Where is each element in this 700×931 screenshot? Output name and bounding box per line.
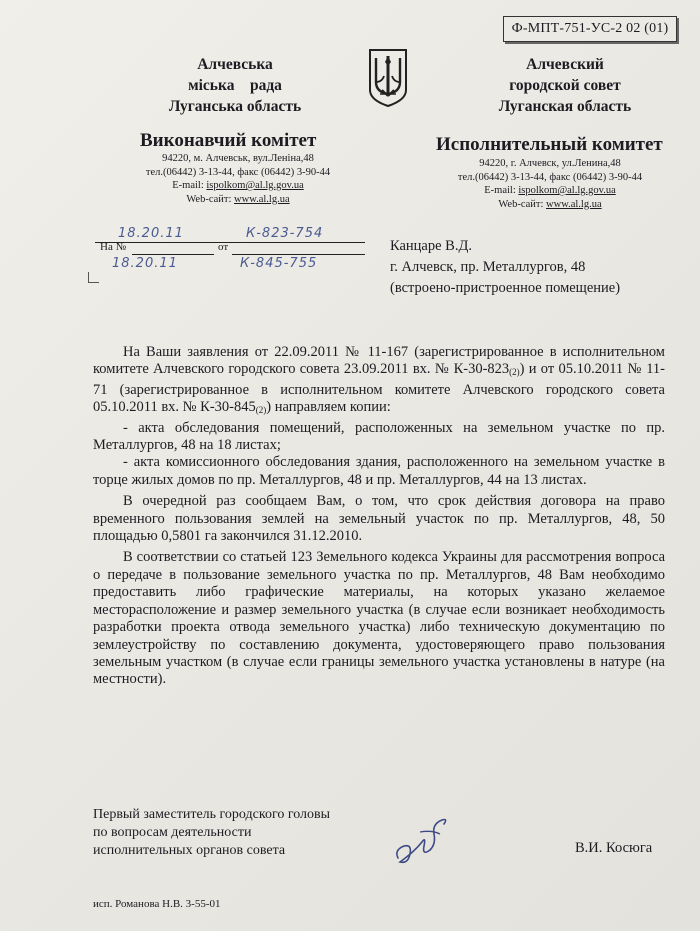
addressee-block [390, 236, 620, 299]
ua-contact-block [138, 152, 338, 206]
signatory-name: В.И. Косюга [575, 840, 653, 856]
ru-contact-block [450, 157, 650, 211]
ru-address: 94220, г. Алчевск, ул.Ленина,48 [479, 158, 621, 169]
ua-site-link[interactable]: www.al.lg.ua [234, 193, 290, 205]
ua-site-line: Web-сайт: www.al.lg.ua [186, 193, 290, 205]
body-paragraph-2: В очередной раз сообщаем Вам, о том, что срок действия договора на право временного пользования землей на земельный участок по пр. Металлургов, 48, 50 площадью 0,5801 га закончился 31.12.2010. [93, 493, 665, 545]
addressee-address: г. Алчевск, пр. Металлургов, 48 [390, 259, 586, 275]
from-label: от [218, 241, 229, 253]
trident-emblem-icon [366, 46, 410, 110]
handwritten-signature-icon [390, 812, 470, 872]
on-number-underline [132, 254, 214, 255]
ru-site-line: Web-сайт: www.al.lg.ua [498, 198, 602, 210]
body-paragraph-1: На Ваши заявления от 22.09.2011 № 11-167 (зарегистрированное в исполнительном комитете Алчевского городского совета 23.09.2011 вх. № $К-30-823_{(2)}$) и от 05.10.2011 № 11-71 (зарегистрированное в исполнительном комитете Алчевского городского совета 05.10.2011 вх. № $К-30-845_{(2)}$) направляем копии: [93, 344, 665, 416]
ua-council-line: міська рада [188, 77, 282, 94]
addressee-name: Канцаре В.Д. [390, 238, 472, 254]
ru-email-line: E-mail: ispolkom@al.lg.gov.ua [484, 185, 616, 196]
on-number-label: На № [100, 241, 127, 253]
body-paragraph-3: В соответствии со статьей 123 Земельного кодекса Украины для рассмотрения вопроса о передаче в пользование земельного участка по пр. Металлургов, 48 Вам необходимо предоставить либо графические материалы, на которых указано желаемое месторасположение и размер земельного участка (в случае если возникает необходимость разработки проекта отвода земельного участка) либо техническую документацию по землеустройству по составлению документа, удостоверяющего право пользования земельным участком (в случае если границы земельного участка установлены в натуре (на местности). [93, 549, 665, 688]
corner-mark [88, 272, 99, 283]
signatory-title: Первый заместитель городского головы по вопросам деятельности исполнительных органов совета [93, 807, 331, 858]
handwritten-in-number: К-845-755 [240, 256, 318, 271]
ua-phone: тел.(06442) 3-13-44, факс (06442) 3-90-44 [145, 166, 331, 178]
ru-council-header [470, 54, 660, 117]
ua-city: Алчевська [197, 56, 273, 73]
handwritten-in-date: 18.20.11 [112, 256, 178, 271]
out-ref-underline [95, 242, 365, 243]
ua-email-line: E-mail: ispolkom@al.lg.gov.ua [172, 180, 304, 191]
handwritten-out-date: 18.20.11 [118, 226, 184, 241]
ua-address: 94220, м. Алчевськ, вул.Леніна,48 [162, 153, 314, 164]
ru-email-link[interactable]: ispolkom@al.lg.gov.ua [518, 185, 616, 196]
executor-note: исп. Романова Н.В. 3-55-01 [93, 898, 221, 910]
handwritten-out-number: К-823-754 [246, 226, 324, 241]
ru-city: Алчевский [526, 56, 604, 73]
ru-council-line: городской совет [509, 77, 621, 94]
body-list-item-2: - акта комиссионного обследования здания, расположенного на земельном участке в торце жилых домов по пр. Металлургов, 48 и пр. Металлургов, 44 на 13 листах. [93, 454, 665, 488]
ru-phone: тел.(06442) 3-13-44, факс (06442) 3-90-44 [457, 171, 643, 183]
ru-site-link[interactable]: www.al.lg.ua [546, 198, 602, 210]
from-underline [232, 254, 365, 255]
form-code-box: Ф-МПТ-751-УС-2 02 (01) [503, 16, 677, 42]
ua-email-link[interactable]: ispolkom@al.lg.gov.ua [206, 180, 304, 191]
ua-region: Луганська область [168, 98, 302, 115]
ru-committee-title: Исполнительный комитет [436, 134, 663, 155]
addressee-note: (встроено-пристроенное помещение) [390, 280, 621, 296]
ru-region: Луганская область [498, 98, 632, 115]
body-list-item-1: - акта обследования помещений, расположенных на земельном участке по пр. Металлургов, 48 на 18 листах; [93, 419, 665, 454]
ua-committee-title: Виконавчий комітет [140, 130, 317, 151]
ua-council-header [140, 54, 330, 117]
letter-body [93, 344, 665, 689]
